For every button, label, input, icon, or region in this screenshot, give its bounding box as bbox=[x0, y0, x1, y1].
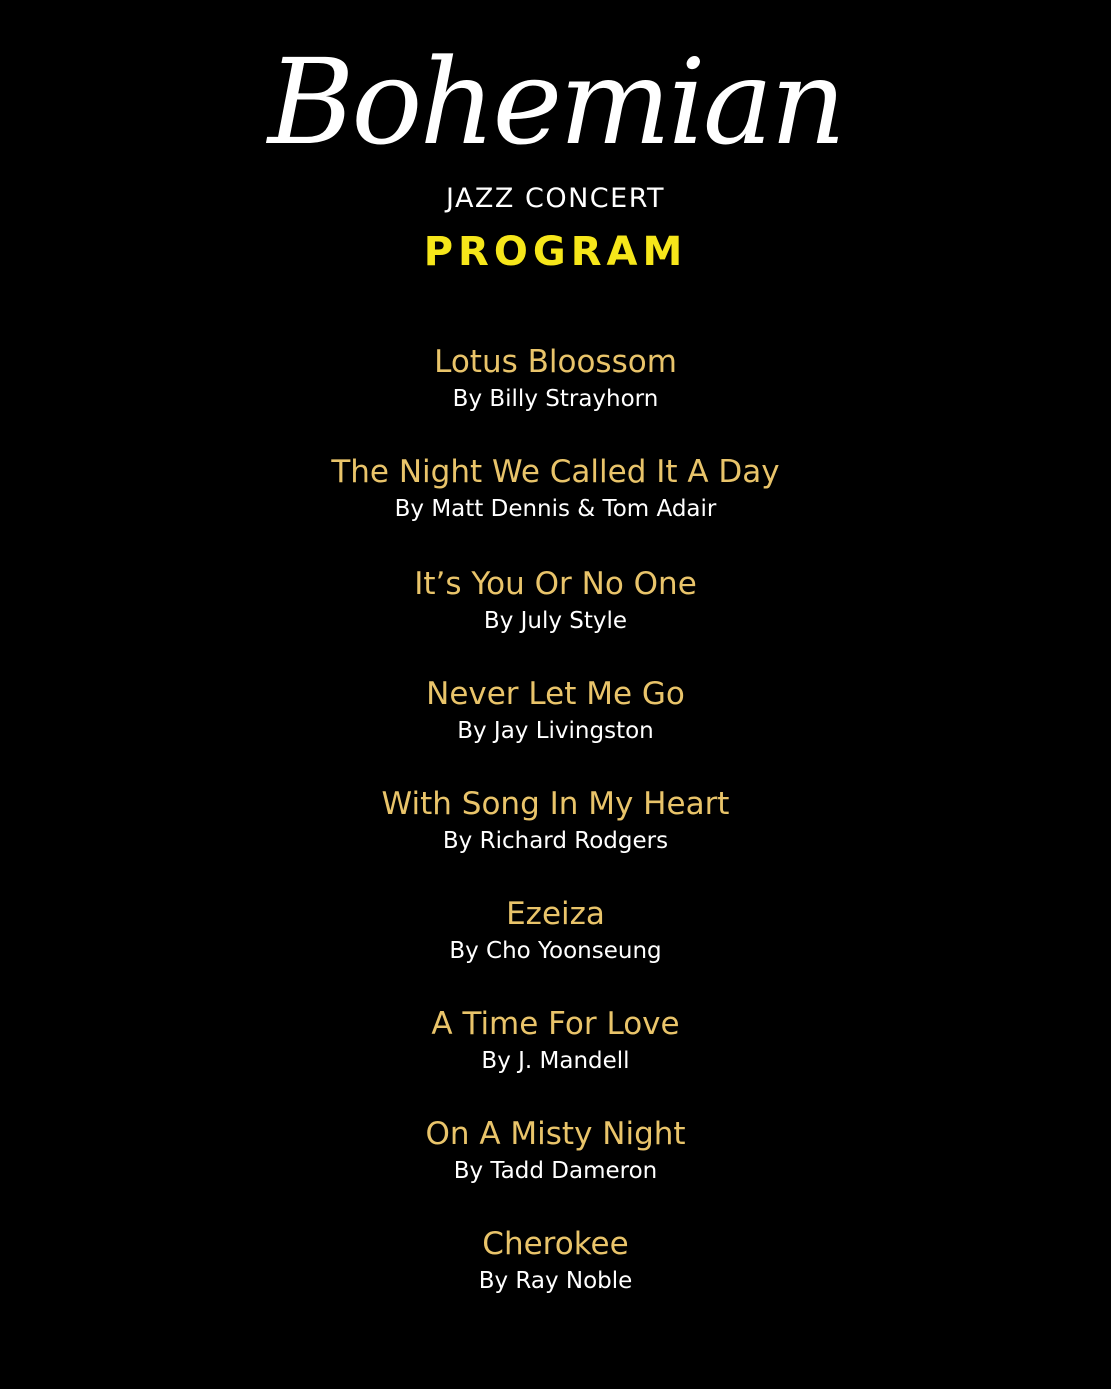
song-composer: By Billy Strayhorn bbox=[452, 386, 659, 412]
song-title: Ezeiza bbox=[506, 896, 605, 932]
song-composer: By J. Mandell bbox=[481, 1048, 630, 1074]
program-item bbox=[0, 1222, 1111, 1302]
program-item bbox=[0, 1002, 1111, 1082]
program-item bbox=[0, 562, 1111, 642]
song-title: Cherokee bbox=[482, 1226, 629, 1262]
song-title: The Night We Called It A Day bbox=[331, 454, 780, 490]
program-item bbox=[0, 340, 1111, 420]
bohemian-script-title: Bohemian bbox=[267, 33, 844, 171]
song-title: On A Misty Night bbox=[425, 1116, 686, 1152]
song-title: A Time For Love bbox=[431, 1006, 680, 1042]
song-composer: By Richard Rodgers bbox=[442, 828, 669, 854]
program-item bbox=[0, 450, 1111, 530]
song-composer: By Ray Noble bbox=[478, 1268, 633, 1294]
program-item bbox=[0, 1112, 1111, 1192]
song-composer: By Matt Dennis & Tom Adair bbox=[394, 496, 717, 522]
song-title: Lotus Bloossom bbox=[434, 344, 677, 380]
song-composer: By Cho Yoonseung bbox=[449, 938, 662, 964]
program-heading: PROGRAM bbox=[423, 229, 688, 275]
song-title: Never Let Me Go bbox=[426, 676, 685, 712]
song-composer: By Tadd Dameron bbox=[453, 1158, 658, 1184]
song-composer: By Jay Livingston bbox=[457, 718, 654, 744]
program-item bbox=[0, 672, 1111, 752]
concert-subtitle: JAZZ CONCERT bbox=[445, 183, 666, 214]
program-item bbox=[0, 782, 1111, 862]
program-item bbox=[0, 892, 1111, 972]
song-composer: By July Style bbox=[483, 608, 628, 634]
song-title: It’s You Or No One bbox=[414, 566, 697, 602]
song-title: With Song In My Heart bbox=[381, 786, 730, 822]
